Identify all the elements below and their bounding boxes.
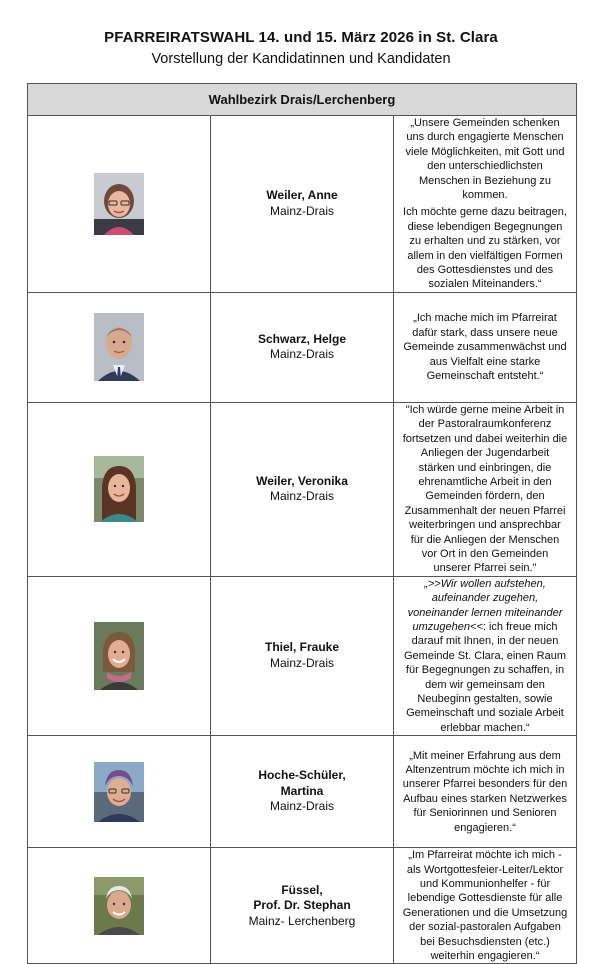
photo-cell bbox=[28, 292, 211, 402]
table-row bbox=[28, 848, 577, 964]
photo-cell bbox=[28, 736, 211, 848]
candidate-place: Mainz- Lerchenberg bbox=[248, 913, 356, 928]
district-header: Wahlbezirk Drais/Lerchenberg bbox=[28, 84, 577, 116]
candidate-photo bbox=[94, 622, 144, 690]
photo-cell bbox=[28, 402, 211, 576]
name-cell bbox=[211, 292, 394, 402]
candidate-name: Weiler, Veronika bbox=[256, 473, 348, 488]
statement-cell bbox=[394, 736, 577, 848]
candidate-statement: Ich möchte gerne dazu beitragen, diese lebendigen Begegnungen zu erhalten und zu stärken, vor allem in den vielfältigen Formen des Gottesdienstes und des sozialen Miteinanders.“ bbox=[403, 206, 567, 291]
photo-cell bbox=[28, 576, 211, 735]
candidate-statement: „Unsere Gemeinden schenken uns durch engagierte Menschen viele Möglichkeiten, mit Gott und den unterschiedlichsten Menschen in Beziehung zu kommen. bbox=[405, 117, 565, 202]
name-cell bbox=[211, 116, 394, 293]
table-row bbox=[28, 402, 577, 576]
photo-cell bbox=[28, 848, 211, 964]
photo-cell bbox=[28, 116, 211, 293]
page-title: PFARREIRATSWAHL 14. und 15. März 2026 in St. Clara bbox=[104, 29, 498, 46]
candidate-place: Mainz-Drais bbox=[269, 489, 334, 504]
candidate-statement: "Ich würde gerne meine Arbeit in der Pastoralraumkonferenz fortsetzen und dabei weiterhin die Anliegen der Jugendarbeit stärken und einbringen, die ehrenamtliche Arbeit in den Gemeinden fördern, den Zusammenhalt der neuen Pfarrei weiterbringen und ansprechbar für die Anliegen der Menschen vor Ort in den Gemeinden unserer Pfarrei sein." bbox=[402, 403, 568, 575]
statement-quote: „>>Wir wollen aufstehen, aufeinander zugehen, voneinander lernen miteinander umzugehen<< bbox=[407, 577, 563, 633]
table-row bbox=[28, 292, 577, 402]
table-row bbox=[28, 576, 577, 735]
table-row bbox=[28, 116, 577, 293]
page-subtitle: Vorstellung der Kandidatinnen und Kandidaten bbox=[151, 51, 451, 67]
name-cell bbox=[211, 848, 394, 964]
candidate-photo bbox=[94, 877, 144, 935]
candidate-photo bbox=[94, 173, 144, 235]
candidate-name: Füssel, bbox=[281, 882, 323, 897]
candidate-name-line2: Prof. Dr. Stephan bbox=[253, 898, 351, 913]
candidate-place: Mainz-Drais bbox=[269, 347, 334, 362]
candidate-name: Hoche-Schüler, bbox=[258, 768, 346, 783]
candidate-name: Schwarz, Helge bbox=[257, 331, 347, 346]
statement-cell bbox=[394, 848, 577, 964]
candidate-name: Weiler, Anne bbox=[266, 188, 338, 203]
candidate-name-line2: Martina bbox=[280, 783, 324, 798]
name-cell bbox=[211, 576, 394, 735]
table-row bbox=[28, 736, 577, 848]
statement-text: : ich freue mich darauf mit Ihnen, in der neuen Gemeinde St. Clara, einen Raum für Begegnungen zu schaffen, in dem wir gemeinsam den Neubeginn gestalten, sowie Gemeinschaft und soziale Arbeit erlebbar machen.“ bbox=[403, 620, 567, 734]
statement-cell bbox=[394, 402, 577, 576]
candidate-photo bbox=[94, 313, 144, 381]
candidate-photo bbox=[94, 456, 144, 522]
name-cell bbox=[211, 402, 394, 576]
statement-cell bbox=[394, 292, 577, 402]
statement-cell bbox=[394, 576, 577, 735]
candidate-name: Thiel, Frauke bbox=[264, 640, 340, 655]
candidate-statement: „Ich mache mich im Pfarreirat dafür stark, dass unsere neue Gemeinde zusammenwächst und aus Vielfalt eine starke Gemeinschaft entsteht.“ bbox=[403, 312, 567, 382]
candidate-place: Mainz-Drais bbox=[269, 799, 334, 814]
candidate-place: Mainz-Drais bbox=[269, 655, 334, 670]
candidate-place: Mainz-Drais bbox=[269, 203, 334, 218]
statement-cell bbox=[394, 116, 577, 293]
candidate-statement bbox=[402, 577, 568, 735]
candidate-statement: „Mit meiner Erfahrung aus dem Altenzentrum möchte ich mich in unserer Pfarrei besonders für den Aufbau eines starken Netzwerkes für Seniorinnen und Senioren engagieren.“ bbox=[402, 749, 568, 834]
candidates-table bbox=[27, 83, 577, 964]
candidate-photo bbox=[94, 762, 144, 822]
name-cell bbox=[211, 736, 394, 848]
candidate-statement: „Im Pfarreirat möchte ich mich -als Wortgottesfeier-Leiter/Lektor und Kommunionhelfer - für lebendige Gottesdienste für alle Generationen und die Umsetzung der sozial-pastoralen Aufgaben bei Besuchsdiensten (etc.) weiterhin engagieren.“ bbox=[402, 849, 568, 963]
